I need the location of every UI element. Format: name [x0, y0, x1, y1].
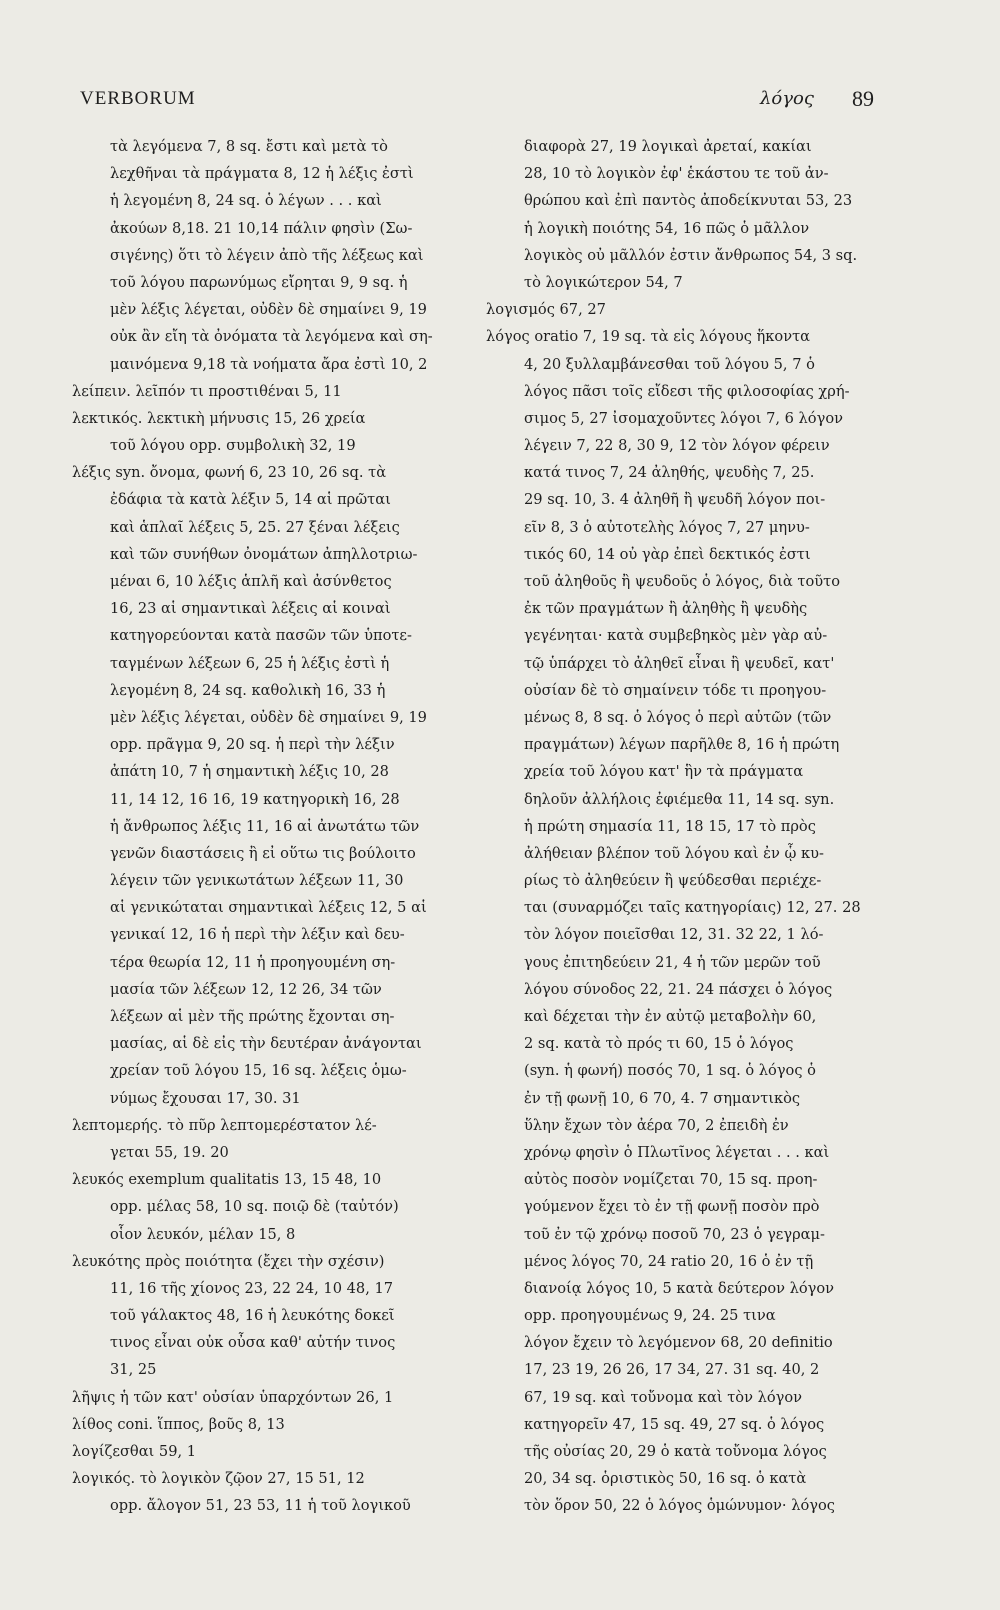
index-line: λέγειν 7, 22 8, 30 9, 12 τὸν λόγον φέρειν — [524, 437, 830, 455]
index-line: διανοίᾳ λόγος 10, 5 κατὰ δεύτερον λόγον — [524, 1279, 835, 1297]
index-entry-line: λείπειν. λεῖπόν τι προστιθέναι 5, 11 — [72, 382, 342, 400]
index-line: 16, 23 αἱ σημαντικαὶ λέξεις αἱ κοιναὶ — [110, 600, 391, 618]
index-line: ται (συναρμόζει ταῖς κατηγορίαις) 12, 27. 28 — [524, 899, 861, 917]
index-line: τὸ λογικώτερον 54, 7 — [524, 273, 683, 291]
index-line: λόγου σύνοδος 22, 21. 24 πάσχει ὁ λόγος — [524, 980, 833, 998]
index-line: 20, 34 sq. ὁριστικὸς 50, 16 sq. ὁ κατὰ — [524, 1470, 807, 1488]
index-line: γεται 55, 19. 20 — [110, 1143, 229, 1161]
running-head — [80, 88, 874, 116]
index-line: ἡ λογικὴ ποιότης 54, 16 πῶς ὁ μᾶλλον — [524, 219, 810, 237]
index-line: 11, 14 12, 16 16, 19 κατηγορικὴ 16, 28 — [110, 790, 400, 808]
index-line: δηλοῦν ἀλλήλοις ἐφιέμεθα 11, 14 sq. syn. — [524, 790, 835, 808]
index-line: γενικαί 12, 16 ἡ περὶ τὴν λέξιν καὶ δευ- — [110, 926, 405, 944]
index-line: 11, 16 τῆς χίονος 23, 22 24, 10 48, 17 — [110, 1279, 394, 1297]
index-line: τέρα θεωρία 12, 11 ἡ προηγουμένη ση- — [110, 953, 396, 971]
index-entry-line: λόγος oratio 7, 19 sq. τὰ εἰς λόγους ἥκοντα — [486, 328, 810, 346]
index-line: λέξεων αἱ μὲν τῆς πρώτης ἔχονται ση- — [110, 1008, 395, 1025]
index-line: τοῦ ἀληθοῦς ἢ ψευδοῦς ὁ λόγος, διὰ τοῦτο — [524, 573, 841, 590]
index-line: 67, 19 sq. καὶ τοὔνομα καὶ τὸν λόγον — [524, 1388, 802, 1406]
index-line: μασία τῶν λέξεων 12, 12 26, 34 τῶν — [110, 980, 382, 998]
index-line: τῷ ὑπάρχει τὸ ἀληθεῖ εἶναι ἢ ψευδεῖ, κατ' — [524, 654, 835, 672]
index-line: λεγομένη 8, 24 sq. καθολικὴ 16, 33 ἡ — [110, 681, 386, 699]
index-line: χρεία τοῦ λόγου κατ' ἣν τὰ πράγματα — [524, 763, 804, 781]
index-line: μὲν λέξις λέγεται, οὐδὲν δὲ σημαίνει 9, 19 — [110, 301, 427, 319]
index-line: 2 sq. κατὰ τὸ πρός τι 60, 15 ὁ λόγος — [524, 1035, 794, 1053]
index-line: γους ἐπιτηδεύειν 21, 4 ἡ τῶν μερῶν τοῦ — [524, 953, 821, 971]
index-line: τὸν λόγον ποιεῖσθαι 12, 31. 32 22, 1 λό- — [524, 926, 824, 944]
index-line: ἡ πρώτη σημασία 11, 18 15, 17 τὸ πρὸς — [524, 817, 816, 835]
index-line: τῆς οὐσίας 20, 29 ὁ κατὰ τοὔνομα λόγος — [524, 1443, 827, 1460]
index-line: opp. προηγουμένως 9, 24. 25 τινα — [524, 1307, 776, 1325]
index-line: τὸν ὅρον 50, 22 ὁ λόγος ὁμώνυμον· λόγος — [524, 1497, 835, 1515]
index-line: (syn. ἡ φωνή) ποσός 70, 1 sq. ὁ λόγος ὁ — [524, 1062, 816, 1080]
index-line: χρόνῳ φησὶν ὁ Πλωτῖνος λέγεται . . . καὶ — [524, 1143, 830, 1161]
index-line: νύμως ἔχουσαι 17, 30. 31 — [110, 1089, 301, 1107]
running-head-title: VERBORUM — [80, 88, 196, 109]
index-line: 31, 25 — [110, 1361, 157, 1379]
index-line: καὶ ἁπλαῖ λέξεις 5, 25. 27 ξέναι λέξεις — [110, 518, 400, 536]
index-entry-line: λίθος coni. ἵππος, βοῦς 8, 13 — [72, 1415, 285, 1433]
index-line: 29 sq. 10, 3. 4 ἀληθῆ ἢ ψευδῆ λόγον ποι- — [524, 491, 826, 509]
index-line: οἷον λευκόν, μέλαν 15, 8 — [110, 1225, 296, 1243]
index-line: κατά τινος 7, 24 ἀληθής, ψευδὴς 7, 25. — [524, 464, 815, 482]
index-entry-line: λευκός exemplum qualitatis 13, 15 48, 10 — [72, 1171, 382, 1189]
index-line: γενῶν διαστάσεις ἢ εἰ οὕτω τις βούλοιτο — [110, 844, 416, 862]
index-line: καὶ τῶν συνήθων ὀνομάτων ἀπηλλοτριω- — [110, 545, 418, 563]
index-line: τοῦ λόγου παρωνύμως εἴρηται 9, 9 sq. ἡ — [110, 273, 408, 291]
index-line: ρίως τὸ ἀληθεύειν ἢ ψεύδεσθαι περιέχε- — [524, 872, 822, 890]
index-line: τικός 60, 14 οὐ γὰρ ἐπεὶ δεκτικός ἐστι — [524, 545, 811, 563]
index-entry-line: λέξις syn. ὄνομα, φωνή 6, 23 10, 26 sq. τὰ — [72, 464, 387, 482]
index-line: μένως 8, 8 sq. ὁ λόγος ὁ περὶ αὐτῶν (τῶν — [524, 708, 832, 726]
index-entry-line: λῆψις ἡ τῶν κατ' οὐσίαν ὑπαρχόντων 26, 1 — [72, 1388, 394, 1406]
index-line: opp. ἄλογον 51, 23 53, 11 ἡ τοῦ λογικοῦ — [110, 1497, 411, 1515]
index-line: 17, 23 19, 26 26, 17 34, 27. 31 sq. 40, 2 — [524, 1361, 820, 1379]
index-line: σιγένης) ὅτι τὸ λέγειν ἀπὸ τῆς λέξεως καὶ — [110, 246, 424, 264]
index-line: λεχθῆναι τὰ πράγματα 8, 12 ἡ λέξις ἐστὶ — [110, 165, 414, 183]
index-entry-line: λογικός. τὸ λογικὸν ζῷον 27, 15 51, 12 — [72, 1470, 365, 1488]
index-entry-line: λεκτικός. λεκτικὴ μήνυσις 15, 26 χρεία — [72, 409, 366, 427]
page-number: 89 — [852, 86, 874, 111]
index-line: ταγμένων λέξεων 6, 25 ἡ λέξις ἐστὶ ἡ — [110, 654, 390, 672]
index-line: μασίας, αἱ δὲ εἰς τὴν δευτέραν ἀνάγονται — [110, 1035, 422, 1053]
index-entry-line: λογίζεσθαι 59, 1 — [72, 1443, 197, 1460]
index-line: χρείαν τοῦ λόγου 15, 16 sq. λέξεις ὁμω- — [110, 1062, 407, 1080]
index-line: εῖν 8, 3 ὁ αὐτοτελὴς λόγος 7, 27 μηνυ- — [524, 518, 810, 536]
index-line: σιμος 5, 27 ἰσομαχοῦντες λόγοι 7, 6 λόγον — [524, 409, 843, 427]
index-line: τινος εἶναι οὐκ οὖσα καθ' αὑτήν τινος — [110, 1334, 396, 1352]
index-line: αὐτὸς ποσὸν νομίζεται 70, 15 sq. προη- — [524, 1171, 818, 1189]
index-entry-line: λογισμός 67, 27 — [486, 301, 606, 319]
index-line: λέγειν τῶν γενικωτάτων λέξεων 11, 30 — [110, 872, 404, 890]
index-line: λόγος πᾶσι τοῖς εἴδεσι τῆς φιλοσοφίας χρή- — [524, 382, 850, 400]
index-line: οὐκ ἂν εἴη τὰ ὀνόματα τὰ λεγόμενα καὶ ση- — [110, 328, 433, 346]
index-line: ἀλήθειαν βλέπον τοῦ λόγου καὶ ἐν ᾧ κυ- — [524, 844, 824, 862]
index-line: τοῦ γάλακτος 48, 16 ἡ λευκότης δοκεῖ — [110, 1307, 395, 1325]
index-line: καὶ δέχεται τὴν ἐν αὐτῷ μεταβολὴν 60, — [524, 1008, 817, 1025]
index-line: 28, 10 τὸ λογικὸν ἐφ' ἑκάστου τε τοῦ ἀν- — [524, 165, 829, 183]
right-column — [486, 133, 876, 1520]
index-line: opp. πρᾶγμα 9, 20 sq. ἡ περὶ τὴν λέξιν — [110, 736, 395, 754]
index-line: μέναι 6, 10 λέξις ἁπλῆ καὶ ἀσύνθετος — [110, 573, 392, 590]
index-line: αἱ γενικώταται σημαντικαὶ λέξεις 12, 5 αἱ — [110, 899, 427, 917]
index-line: θρώπου καὶ ἐπὶ παντὸς ἀποδείκνυται 53, 23 — [524, 192, 853, 210]
index-line: ἀπάτη 10, 7 ἡ σημαντικὴ λέξις 10, 28 — [110, 763, 389, 781]
index-entry-line: λεπτομερής. τὸ πῦρ λεπτομερέστατον λέ- — [72, 1116, 377, 1134]
index-line: λογικὸς οὐ μᾶλλόν ἐστιν ἄνθρωπος 54, 3 sq. — [524, 246, 858, 264]
left-column — [72, 133, 467, 1520]
index-line: μένος λόγος 70, 24 ratio 20, 16 ὁ ἐν τῇ — [524, 1252, 814, 1270]
index-line: πραγμάτων) λέγων παρῆλθε 8, 16 ἡ πρώτη — [524, 736, 840, 754]
index-entry-line: λευκότης πρὸς ποιότητα (ἔχει τὴν σχέσιν) — [72, 1252, 385, 1270]
index-line: κατηγορεύονται κατὰ πασῶν τῶν ὑποτε- — [110, 627, 412, 645]
index-line: opp. μέλας 58, 10 sq. ποιῷ δὲ (ταὐτόν) — [110, 1198, 399, 1216]
index-line: ὕλην ἔχων τὸν ἀέρα 70, 2 ἐπειδὴ ἐν — [524, 1116, 789, 1134]
index-line: κατηγορεῖν 47, 15 sq. 49, 27 sq. ὁ λόγος — [524, 1415, 825, 1433]
index-line: διαφορὰ 27, 19 λογικαὶ ἀρεταί, κακίαι — [524, 138, 812, 155]
index-line: γούμενον ἔχει τὸ ἐν τῇ φωνῇ ποσὸν πρὸ — [524, 1198, 820, 1216]
index-line: οὐσίαν δὲ τὸ σημαίνειν τόδε τι προηγου- — [524, 681, 827, 699]
index-line: ἐν τῇ φωνῇ 10, 6 70, 4. 7 σημαντικὸς — [524, 1089, 801, 1107]
index-line: ἀκούων 8,18. 21 10,14 πάλιν φησὶν (Σω- — [110, 219, 413, 237]
index-line: μαινόμενα 9,18 τὰ νοήματα ἄρα ἐστὶ 10, 2 — [110, 355, 428, 373]
index-line: τὰ λεγόμενα 7, 8 sq. ἔστι καὶ μετὰ τὸ — [110, 138, 388, 155]
index-line: ἡ ἄνθρωπος λέξις 11, 16 αἱ ἀνωτάτω τῶν — [110, 817, 420, 835]
index-line: μὲν λέξις λέγεται, οὐδὲν δὲ σημαίνει 9, 19 — [110, 708, 427, 726]
index-line: ἐκ τῶν πραγμάτων ἢ ἀληθὴς ἢ ψευδὴς — [524, 600, 808, 618]
index-line: λόγον ἔχειν τὸ λεγόμενον 68, 20 definitio — [524, 1334, 833, 1352]
index-line: ἐδάφια τὰ κατὰ λέξιν 5, 14 αἱ πρῶται — [110, 491, 391, 509]
index-line: τοῦ ἐν τῷ χρόνῳ ποσοῦ 70, 23 ὁ γεγραμ- — [524, 1225, 825, 1243]
index-line: 4, 20 ξυλλαμβάνεσθαι τοῦ λόγου 5, 7 ὁ — [524, 355, 815, 373]
index-line: ἡ λεγομένη 8, 24 sq. ὁ λέγων . . . καὶ — [110, 192, 382, 210]
index-line: τοῦ λόγου opp. συμβολικὴ 32, 19 — [110, 437, 356, 455]
index-line: γεγένηται· κατὰ συμβεβηκὸς μὲν γὰρ αὐ- — [524, 627, 828, 645]
running-head-keyword: λόγος — [760, 88, 814, 109]
